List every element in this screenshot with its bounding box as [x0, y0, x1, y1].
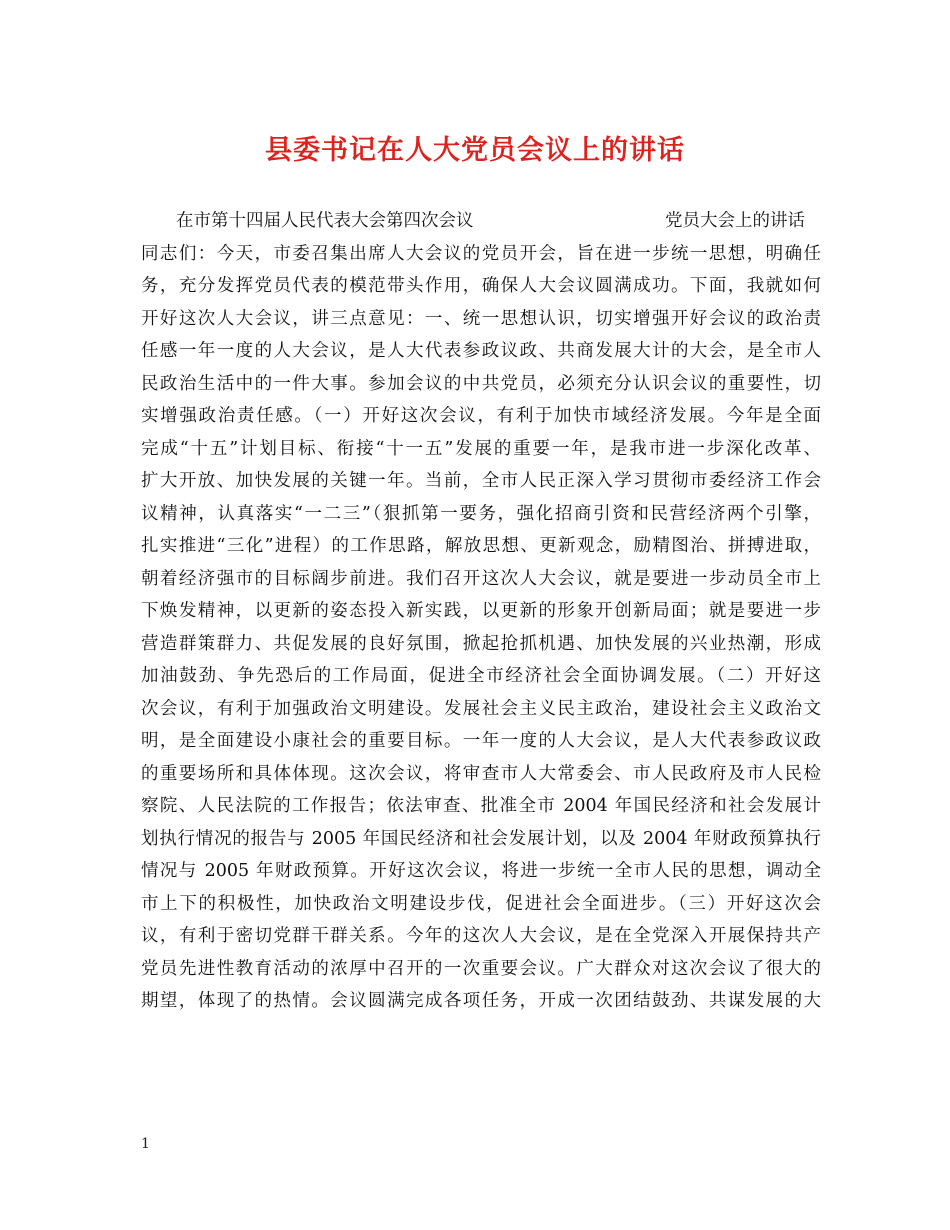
paragraph-line: 明，是全面建设小康社会的重要目标。一年一度的人大会议，是人大代表参政议政: [141, 731, 821, 751]
paragraph-line: 期望，体现了的热情。会议圆满完成各项任务，开成一次团结鼓劲、共谋发展的大: [141, 991, 821, 1011]
paragraph-line: 完成“十五”计划目标、衔接“十一五”发展的重要一年，是我市进一步深化改革、: [141, 438, 821, 459]
paragraph-line: 任感一年一度的人大会议，是人大代表参政议政、共商发展大计的大会，是全市人: [141, 341, 821, 361]
paragraph-line: 下焕发精神，以更新的姿态投入新实践，以更新的形象开创新局面；就是要进一步: [141, 601, 821, 621]
paragraph-line: 营造群策群力、共促发展的良好氛围，掀起抢抓机遇、加快发展的兴业热潮，形成: [141, 633, 821, 654]
paragraph-line: 开好这次人大会议，讲三点意见：一、统一思想认识，切实增强开好会议的政治责: [141, 308, 821, 329]
paragraph-line: 划执行情况的报告与 2005 年国民经济和社会发展计划，以及 2004 年财政预算执行: [141, 828, 821, 849]
paragraph-line: 党员先进性教育活动的浓厚中召开的一次重要会议。广大群众对这次会议了很大的: [141, 958, 821, 979]
subtitle-left: 在市第十四届人民代表大会第四次会议: [176, 211, 474, 231]
paragraph-line: 民政治生活中的一件大事。参加会议的中共党员，必须充分认识会议的重要性，切: [141, 373, 821, 394]
paragraph-line: 同志们：今天，市委召集出席人大会议的党员开会，旨在进一步统一思想，明确任: [141, 243, 821, 264]
paragraph-line: 议，有利于密切党群干群关系。今年的这次人大会议，是在全党深入开展保持共产: [141, 926, 821, 946]
paragraph-line: 实增强政治责任感。（一）开好这次会议，有利于加快市域经济发展。今年是全面: [141, 406, 821, 426]
paragraph-line: 市上下的积极性，加快政治文明建设步伐，促进社会全面进步。（三）开好这次会: [141, 893, 821, 914]
paragraph-line: 的重要场所和具体体现。这次会议，将审查市人大常委会、市人民政府及市人民检: [141, 763, 821, 784]
paragraph-line: 扩大开放、加快发展的关键一年。当前，全市人民正深入学习贯彻市委经济工作会: [141, 471, 821, 491]
paragraph-line: 情况与 2005 年财政预算。开好这次会议，将进一步统一全市人民的思想，调动全: [141, 861, 821, 881]
paragraph-line: 加油鼓劲、争先恐后的工作局面，促进全市经济社会全面协调发展。（二）开好这: [141, 666, 821, 686]
subtitle-line: [141, 205, 821, 238]
paragraph-line: 务，充分发挥党员代表的模范带头作用，确保人大会议圆满成功。下面，我就如何: [141, 276, 821, 296]
paragraph-line: 次会议，有利于加强政治文明建设。发展社会主义民主政治，建设社会主义政治文: [141, 698, 821, 719]
paragraph-line: 朝着经济强市的目标阔步前进。我们召开这次人大会议，就是要进一步动员全市上: [141, 568, 821, 589]
paragraph-line: 扎实推进“三化”进程）的工作思路，解放思想、更新观念，励精图治、拼搏进取，: [141, 536, 821, 556]
paragraph-line: 察院、人民法院的工作报告；依法审查、批准全市 2004 年国民经济和社会发展计: [141, 796, 821, 816]
page-title: 县委书记在人大党员会议上的讲话: [265, 135, 685, 166]
subtitle-right: 党员大会上的讲话: [665, 211, 805, 231]
document-body: [141, 205, 821, 1018]
paragraph-line: 议精神，认真落实“一二三”（狠抓第一要务，强化招商引资和民营经济两个引擎，: [141, 503, 821, 524]
page-number: 1: [141, 1136, 150, 1152]
